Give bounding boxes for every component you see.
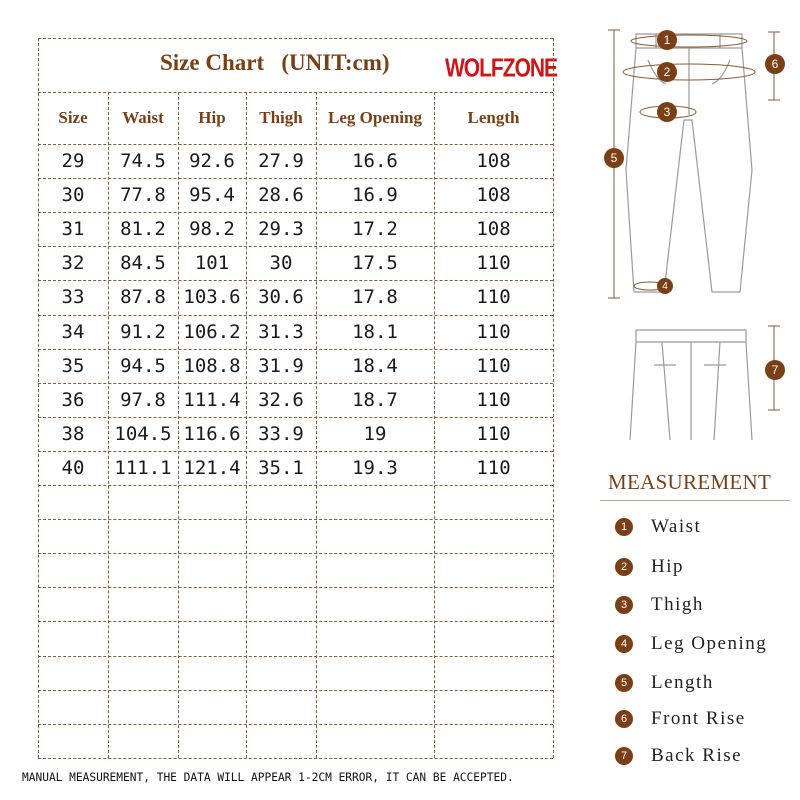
- table-rule: [38, 724, 553, 725]
- size-chart-table: [38, 38, 558, 757]
- table-cell: 84.5: [120, 252, 166, 275]
- diagram-badge-hip: 2: [657, 62, 677, 82]
- table-cell: 36: [61, 388, 85, 411]
- table-cell: 32.6: [258, 388, 304, 411]
- table-cell: 74.5: [120, 150, 166, 173]
- table-cell: 108.8: [183, 354, 241, 377]
- table-cell: 34: [61, 320, 85, 343]
- table-cell: 16.9: [352, 184, 398, 207]
- diagram-badge-back-rise: 7: [765, 360, 785, 380]
- table-cell: 16.6: [352, 150, 398, 173]
- table-cell: 77.8: [120, 184, 166, 207]
- table-cell: 111.1: [114, 456, 172, 479]
- table-cell: 30: [269, 252, 293, 275]
- table-border-top: [38, 38, 553, 39]
- legend-number-badge: 5: [615, 674, 633, 692]
- table-rule: [38, 690, 553, 691]
- column-header: Hip: [198, 108, 226, 127]
- pants-illustration: [596, 20, 800, 450]
- legend-label: Front Rise: [651, 708, 746, 729]
- table-cell: 30: [61, 184, 85, 207]
- legend-label: Waist: [651, 516, 702, 537]
- legend-item: [615, 593, 704, 617]
- table-cell: 106.2: [183, 320, 241, 343]
- table-cell: 103.6: [183, 286, 241, 309]
- legend-item: [615, 555, 684, 579]
- table-rule: [38, 621, 553, 622]
- diagram-badge-leg-opening: 4: [657, 278, 673, 294]
- table-cell: 116.6: [183, 422, 241, 445]
- table-rule: [38, 553, 553, 554]
- table-cell: 111.4: [183, 388, 241, 411]
- table-cell: 18.1: [352, 320, 398, 343]
- legend-label: Length: [651, 672, 714, 693]
- diagram-badge-thigh: 3: [657, 102, 677, 122]
- table-rule: [38, 519, 553, 520]
- table-cell: 18.7: [352, 388, 398, 411]
- column-header: Thigh: [259, 108, 303, 127]
- legend-label: Hip: [651, 556, 684, 577]
- legend-number-badge: 4: [615, 635, 633, 653]
- table-cell: 92.6: [189, 150, 235, 173]
- legend-item: [615, 707, 746, 731]
- table-cell: 17.2: [352, 218, 398, 241]
- legend-number-badge: 6: [615, 710, 633, 728]
- table-cell: 35: [61, 354, 85, 377]
- table-cell: 18.4: [352, 354, 398, 377]
- column-header: Length: [467, 108, 520, 127]
- pants-measurement-diagram: [596, 20, 800, 450]
- measurement-disclaimer: MANUAL MEASUREMENT, THE DATA WILL APPEAR 1-2CM ERROR, IT CAN BE ACCEPTED.: [22, 771, 514, 784]
- table-cell: 27.9: [258, 150, 304, 173]
- table-cell: 108: [476, 184, 511, 207]
- table-cell: 81.2: [120, 218, 166, 241]
- wolfzone-logo: [444, 48, 558, 84]
- table-cell: 30.6: [258, 286, 304, 309]
- table-rule: [38, 656, 553, 657]
- chart-title-text: Size Chart: [160, 50, 265, 75]
- legend-number-badge: 7: [615, 747, 633, 765]
- table-cell: 19: [363, 422, 387, 445]
- table-rule: [38, 485, 553, 486]
- legend-number-badge: 1: [615, 518, 633, 536]
- column-header: Size: [58, 108, 88, 127]
- table-cell: 94.5: [120, 354, 166, 377]
- table-cell: 110: [476, 388, 511, 411]
- table-cell: 108: [476, 218, 511, 241]
- table-cell: 28.6: [258, 184, 304, 207]
- legend-item: [615, 632, 767, 656]
- table-cell: 17.5: [352, 252, 398, 275]
- table-cell: 19.3: [352, 456, 398, 479]
- measurement-divider: [600, 500, 790, 501]
- chart-title-row: [38, 38, 558, 92]
- table-rule: [38, 587, 553, 588]
- legend-item: [615, 744, 742, 768]
- table-cell: 101: [194, 252, 230, 275]
- table-cell: 110: [476, 456, 511, 479]
- table-border-right: [553, 38, 554, 758]
- table-cell: 31.9: [258, 354, 304, 377]
- table-cell: 35.1: [258, 456, 304, 479]
- table-cell: 29: [61, 150, 85, 173]
- table-cell: 110: [476, 422, 511, 445]
- legend-label: Thigh: [651, 594, 704, 615]
- legend-label: Back Rise: [651, 745, 743, 766]
- table-cell: 91.2: [120, 320, 166, 343]
- legend-number-badge: 3: [615, 596, 633, 614]
- table-cell: 33.9: [258, 422, 304, 445]
- table-cell: 97.8: [120, 388, 166, 411]
- svg-text:WOLFZONE: WOLFZONE: [444, 53, 558, 84]
- table-cell: 31.3: [258, 320, 304, 343]
- table-cell: 29.3: [258, 218, 304, 241]
- measurement-heading: MEASUREMENT: [608, 470, 772, 494]
- legend-item: [615, 671, 714, 695]
- table-cell: 110: [476, 252, 511, 275]
- chart-unit: (UNIT:cm): [281, 50, 390, 75]
- table-rule: [38, 758, 553, 759]
- table-cell: 38: [61, 422, 85, 445]
- table-cell: 110: [476, 286, 511, 309]
- table-cell: 40: [61, 456, 85, 479]
- table-cell: 98.2: [189, 218, 235, 241]
- chart-title: [160, 50, 390, 76]
- diagram-badge-waist: 1: [657, 30, 677, 50]
- table-cell: 95.4: [189, 184, 235, 207]
- table-cell: 108: [476, 150, 511, 173]
- table-cell: 87.8: [120, 286, 166, 309]
- table-cell: 33: [61, 286, 85, 309]
- table-cell: 17.8: [352, 286, 398, 309]
- legend-label: Leg Opening: [651, 633, 768, 654]
- table-cell: 110: [476, 320, 511, 343]
- table-cell: 32: [61, 252, 85, 275]
- legend-item: [615, 515, 701, 539]
- column-header: Leg Opening: [328, 108, 422, 127]
- table-cell: 110: [476, 354, 511, 377]
- legend-number-badge: 2: [615, 558, 633, 576]
- table-cell: 104.5: [114, 422, 172, 445]
- table-cell: 121.4: [183, 456, 241, 479]
- column-header: Waist: [122, 108, 164, 127]
- diagram-badge-length: 5: [604, 148, 624, 168]
- diagram-badge-front-rise: 6: [765, 54, 785, 74]
- table-cell: 31: [61, 218, 85, 241]
